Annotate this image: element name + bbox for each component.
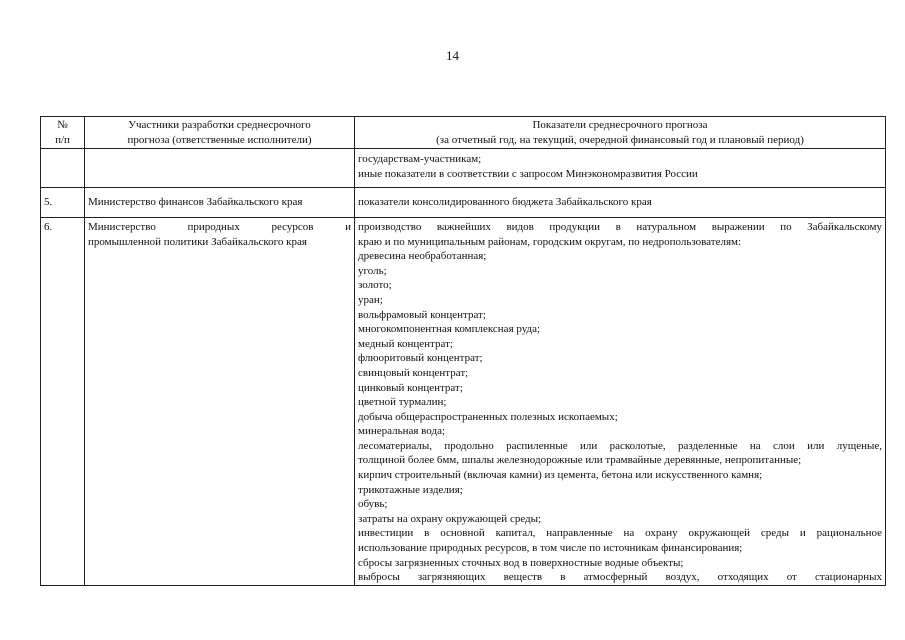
header-indicators (355, 117, 886, 149)
header-participants-line-1: Участники разработки среднесрочного (128, 119, 311, 131)
row-num (41, 149, 85, 188)
indicator-line: медный концентрат; (358, 337, 453, 350)
header-indicators-line-1: Показатели среднесрочного прогноза (532, 119, 708, 131)
forecast-table (40, 116, 886, 586)
indicator-line: цинковый концентрат; (358, 381, 463, 394)
indicator-line: выбросы загрязняющих веществ в атмосферный воздух, отходящих от стационарных (358, 571, 882, 584)
indicator-line: сбросы загрязненных сточных вод в поверхностные водные объекты; (358, 556, 684, 569)
indicator-line: толщиной более 6мм, шпалы железнодорожные или трамвайные деревянные, непропитанные; (358, 454, 802, 467)
indicator-line: инвестиции в основной капитал, направленные на охрану окружающей среды и рациональное (358, 527, 882, 540)
indicator-line: иные показатели в соответствии с запросом Минэкономразвития России (358, 167, 698, 180)
table-row (41, 149, 886, 188)
table-row (41, 188, 886, 218)
row-participant: Министерство финансов Забайкальского края (85, 188, 355, 218)
indicator-line: краю и по муниципальным районам, городским округам, по недропользователям: (358, 235, 742, 248)
header-participants (85, 117, 355, 149)
indicator-line: золото; (358, 279, 392, 292)
indicator-line: многокомпонентная комплексная руда; (358, 323, 541, 336)
indicator-line: вольфрамовый концентрат; (358, 308, 486, 321)
indicator-line: показатели консолидированного бюджета Забайкальского края (358, 196, 652, 209)
table-row (41, 217, 886, 585)
indicator-line: свинцовый концентрат; (358, 366, 469, 379)
indicator-line: обувь; (358, 498, 388, 511)
indicator-line: добыча общераспространенных полезных ископаемых; (358, 410, 618, 423)
row-indicators (355, 188, 886, 218)
header-indicators-line-2: (за отчетный год, на текущий, очередной финансовый год и плановый период) (436, 133, 804, 146)
indicator-line: затраты на охрану окружающей среды; (358, 512, 542, 525)
indicator-line: трикотажные изделия; (358, 483, 463, 496)
header-num-line-1: № (57, 119, 68, 131)
header-participants-line-2: прогноза (ответственные исполнители) (127, 133, 312, 146)
row-participant (85, 149, 355, 188)
indicator-line: флюоритовый концентрат; (358, 352, 483, 365)
indicator-line: использование природных ресурсов, в том числе по источникам финансирования; (358, 542, 743, 555)
page-number: 14 (446, 48, 459, 63)
indicator-line: уран; (358, 293, 383, 306)
table-header-row (41, 117, 886, 149)
indicator-line: государствам-участникам; (358, 153, 482, 166)
row-num: 5. (41, 188, 85, 218)
indicator-line: минеральная вода; (358, 425, 446, 438)
indicator-line: уголь; (358, 264, 387, 277)
indicator-line: древесина необработанная; (358, 250, 487, 263)
row-participant (85, 217, 355, 585)
header-num-line-2: п/п (55, 133, 70, 146)
header-num (41, 117, 85, 149)
participant-line: Министерство природных ресурсов и (88, 220, 351, 233)
row-indicators (355, 149, 886, 188)
indicator-line: цветной турмалин; (358, 396, 447, 409)
participant-line: промышленной политики Забайкальского края (88, 235, 307, 248)
row-num: 6. (41, 217, 85, 585)
indicator-line: кирпич строительный (включая камни) из цемента, бетона или искусственного камня; (358, 469, 763, 482)
indicator-line: производство важнейших видов продукции в натуральном выражении по Забайкальскому (358, 220, 882, 233)
row-indicators (355, 217, 886, 585)
indicator-line: лесоматериалы, продольно распиленные или расколотые, разделенные на слои или лущеные, (358, 439, 882, 452)
